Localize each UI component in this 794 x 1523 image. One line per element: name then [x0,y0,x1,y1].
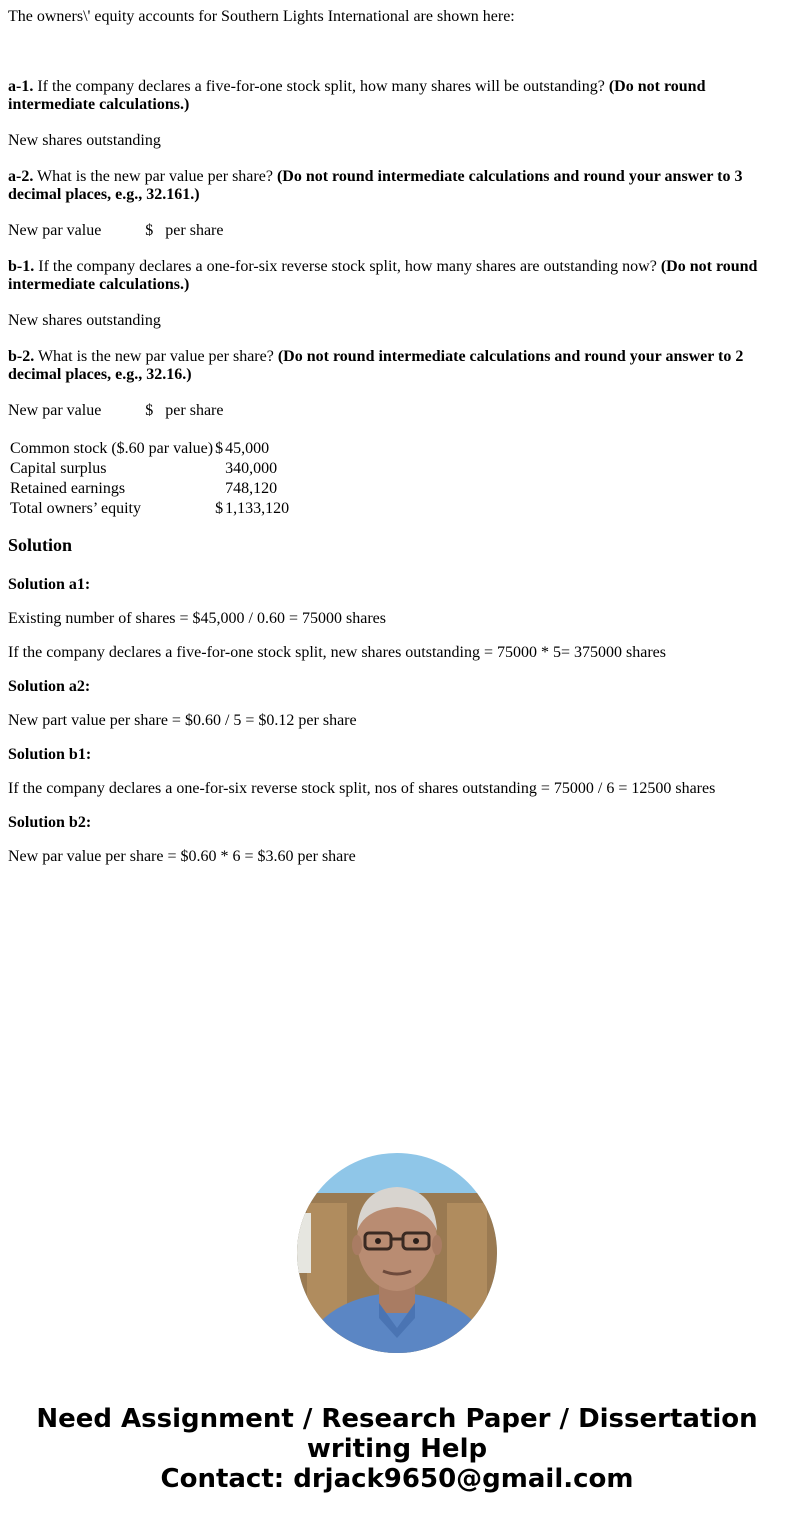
table-row [10,500,289,518]
solution-b1-heading: Solution b1: [8,746,92,763]
equity-row-amount: 1,133,120 [225,500,290,517]
answer-a2-field [8,222,786,240]
answer-b2-currency: $ [145,402,154,419]
footer-banner [0,1404,794,1494]
solution-section [8,534,786,866]
answer-a1-label: New shares outstanding [8,132,161,149]
intro-text: The owners\' equity accounts for Southern Lights International are shown here: [8,8,515,25]
equity-row-amount: 45,000 [225,440,270,457]
table-row [10,440,289,458]
question-b2 [8,348,786,384]
person-portrait-icon [297,1153,497,1353]
question-b2-note: (Do not round intermediate calculations and round your answer to 2 decimal places, e.g., 32.16.) [8,348,744,383]
footer-line1: Need Assignment / Research Paper / Dissertation [36,1404,758,1434]
answer-b2-field [8,402,786,420]
equity-row-amount: 748,120 [225,480,278,497]
table-row [10,480,289,498]
equity-row-currency [215,460,223,478]
question-b1 [8,258,786,294]
solution-a2-heading: Solution a2: [8,678,91,695]
question-a1-text: If the company declares a five-for-one stock split, how many shares will be outstanding? [33,78,609,95]
question-a2-text: What is the new par value per share? [33,168,277,185]
answer-b2-label: New par value [8,402,102,419]
answer-b1-field [8,312,786,330]
solution-a1-line2: If the company declares a five-for-one stock split, new shares outstanding = 75000 * 5= 375000 shares [8,644,666,661]
answer-b1-label: New shares outstanding [8,312,161,329]
question-a2-label: a-2. [8,168,34,185]
question-b2-text: What is the new par value per share? [34,348,278,365]
equity-row-label: Capital surplus [10,460,107,477]
answer-a2-unit: per share [165,222,224,239]
question-b1-note: (Do not round intermediate calculations.) [8,258,758,293]
equity-row-label: Common stock ($.60 par value) [10,440,214,457]
question-b1-label: b-1. [8,258,35,275]
footer-contact[interactable]: Contact: drjack9650@gmail.com [160,1464,634,1494]
table-row [10,460,289,478]
solution-a2-line1: New part value per share = $0.60 / 5 = $0.12 per share [8,712,357,729]
answer-a1-field [8,132,786,150]
question-b1-text: If the company declares a one-for-six reverse stock split, how many shares are outstanding now? [34,258,661,275]
question-a2 [8,168,786,204]
footer-line2: writing Help [306,1434,488,1464]
question-a2-note: (Do not round intermediate calculations and round your answer to 3 decimal places, e.g., 32.161.) [8,168,743,203]
equity-table [8,438,291,520]
avatar [297,1153,497,1353]
equity-row-label: Total owners’ equity [10,500,141,517]
answer-a2-currency: $ [145,222,154,239]
equity-row-currency: $ [215,500,224,517]
question-a1-note: (Do not round intermediate calculations.) [8,78,706,113]
solution-a1-heading: Solution a1: [8,576,91,593]
question-a1 [8,78,786,114]
question-b2-label: b-2. [8,348,35,365]
equity-row-currency [215,480,223,498]
answer-b2-unit: per share [165,402,224,419]
solution-b1-line1: If the company declares a one-for-six reverse stock split, nos of shares outstanding = 75000 / 6 = 12500 shares [8,780,716,797]
solution-b2-heading: Solution b2: [8,814,92,831]
solution-b2-line1: New par value per share = $0.60 * 6 = $3.60 per share [8,848,356,865]
solution-a1-line1: Existing number of shares = $45,000 / 0.60 = 75000 shares [8,610,386,627]
solution-heading: Solution [8,535,73,555]
equity-row-currency: $ [215,440,224,457]
equity-row-amount: 340,000 [225,460,278,477]
equity-row-label: Retained earnings [10,480,126,497]
question-a1-label: a-1. [8,78,34,95]
answer-a2-label: New par value [8,222,102,239]
